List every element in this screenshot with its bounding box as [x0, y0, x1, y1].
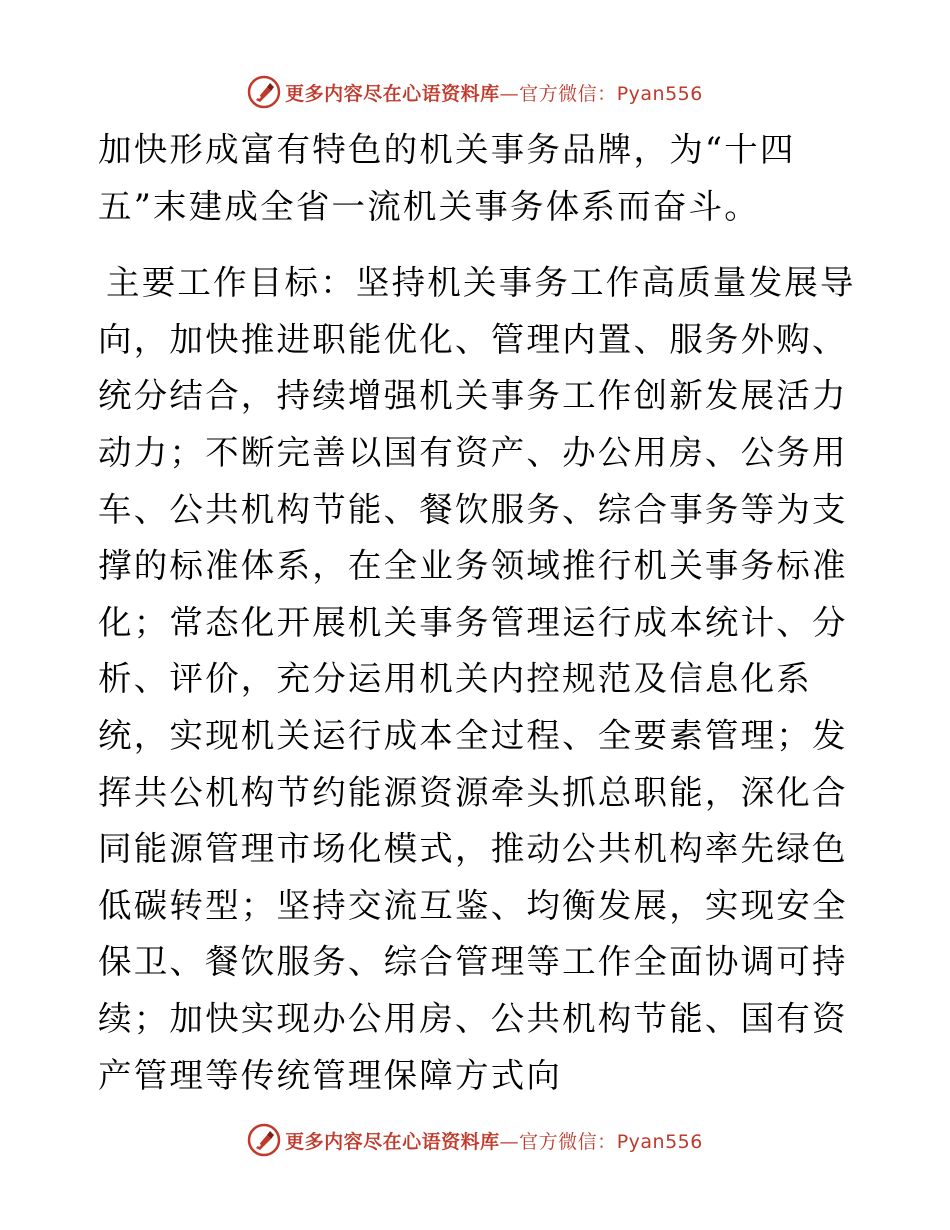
watermark-label: 官方微信：	[519, 82, 617, 105]
pen-nib-logo-icon	[247, 1123, 281, 1157]
header-watermark	[0, 72, 950, 112]
footer-watermark	[0, 1120, 950, 1160]
watermark-site-text: 更多内容尽在心语资料库	[285, 82, 500, 105]
document-body	[98, 122, 858, 1104]
paragraph-2: 主要工作目标：坚持机关事务工作高质量发展导向，加快推进职能优化、管理内置、服务外购、统分结合，持续增强机关事务工作创新发展活力动力；不断完善以国有资产、办公用房、公务用车、公共机构节能、餐饮服务、综合事务等为支撑的标准体系，在全业务领域推行机关事务标准化；常态化开展机关事务管理运行成本统计、分析、评价，充分运用机关内控规范及信息化系统，实现机关运行成本全过程、全要素管理；发挥共公机构节约能源资源牵头抓总职能，深化合同能源管理市场化模式，推动公共机构率先绿色低碳转型；坚持交流互鉴、均衡发展，实现安全保卫、餐饮服务、综合管理等工作全面协调可持续；加快实现办公用房、公共机构节能、国有资产管理等传统管理保障方式向	[98, 263, 856, 1095]
watermark-wechat-id: Pyan556	[616, 1130, 703, 1153]
watermark-label: 官方微信：	[519, 1130, 617, 1153]
paragraph-1: 加快形成富有特色的机关事务品牌，为“十四五”末建成全省一流机关事务体系而奋斗。	[98, 130, 796, 226]
watermark-text	[285, 1127, 703, 1154]
pen-nib-logo-icon	[247, 75, 281, 109]
watermark-text	[285, 79, 703, 106]
watermark-site-text: 更多内容尽在心语资料库	[285, 1130, 500, 1153]
watermark-separator: —	[499, 1130, 520, 1153]
watermark-wechat-id: Pyan556	[616, 82, 703, 105]
watermark-separator: —	[499, 82, 520, 105]
